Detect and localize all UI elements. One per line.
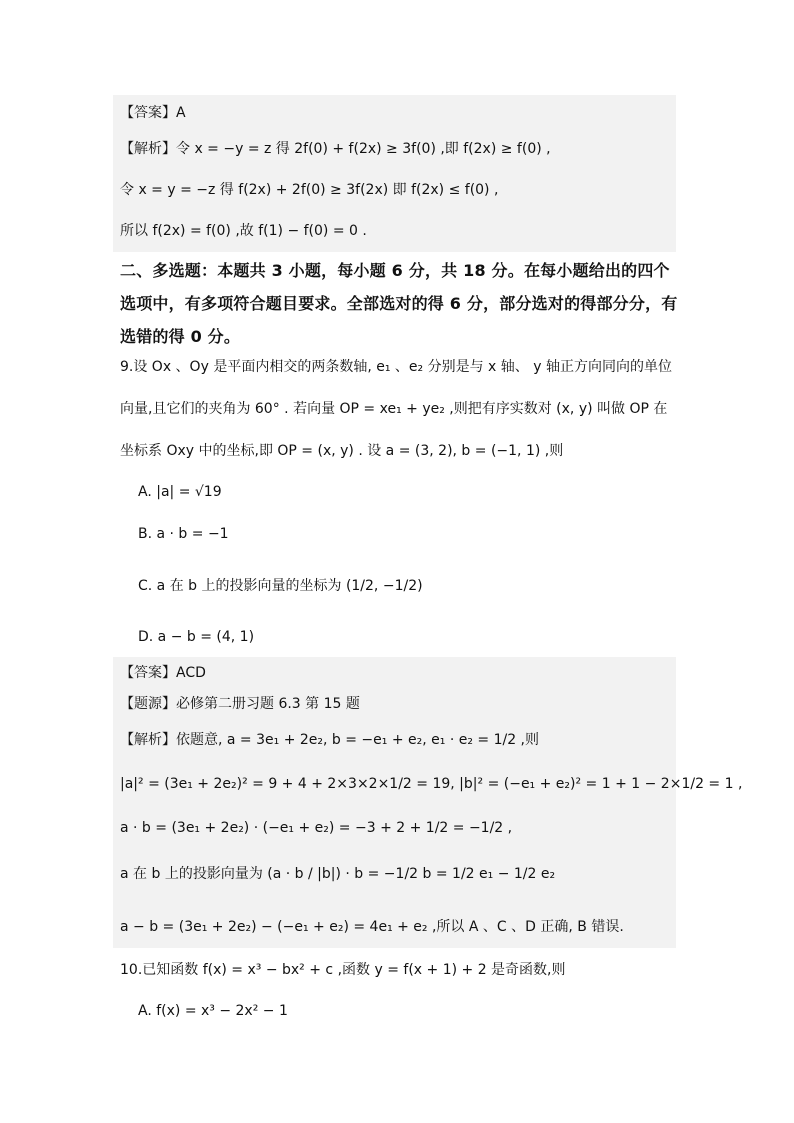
source-label: 【题源】必修第二册习题 6.3 第 15 题 [120, 696, 360, 712]
answer-label: 【答案】A [120, 105, 186, 121]
analysis-line: 令 x = y = −z 得 f(2x) + 2f(0) ≥ 3f(2x) 即 f(2x) ≤ f(0) , [120, 182, 499, 198]
question-stem: 9.设 Ox 、Oy 是平面内相交的两条数轴, e₁ 、e₂ 分别是与 x 轴、 y 轴正方向同向的单位 [120, 359, 672, 375]
question-stem: 坐标系 Oxy 中的坐标,即 OP = (x, y) . 设 a = (3, 2), b = (−1, 1) ,则 [120, 443, 564, 459]
answer-label: 【答案】ACD [120, 665, 206, 681]
option-a: A. |a| = √19 [138, 484, 222, 500]
question-stem: 10.已知函数 f(x) = x³ − bx² + c ,函数 y = f(x + 1) + 2 是奇函数,则 [120, 962, 566, 978]
analysis-line: 所以 f(2x) = f(0) ,故 f(1) − f(0) = 0 . [120, 223, 367, 239]
option-c: C. a 在 b 上的投影向量的坐标为 (1/2, −1/2) [138, 578, 423, 594]
analysis-line: |a|² = (3e₁ + 2e₂)² = 9 + 4 + 2×3×2×1/2 = 19, |b|² = (−e₁ + e₂)² = 1 + 1 − 2×1/2 = 1 , [120, 776, 743, 792]
analysis-line: 【解析】依题意, a = 3e₁ + 2e₂, b = −e₁ + e₂, e₁ · e₂ = 1/2 ,则 [120, 732, 540, 748]
section-heading: 二、多选题：本题共 3 小题，每小题 6 分，共 18 分。在每小题给出的四个选项中，有多项符合题目要求。全部选对的得 6 分，部分选对的得部分分，有选错的得 0 分。 [120, 261, 678, 346]
analysis-line: 【解析】令 x = −y = z 得 2f(0) + f(2x) ≥ 3f(0) ,即 f(2x) ≥ f(0) , [120, 141, 551, 157]
question-stem: 向量,且它们的夹角为 60° . 若向量 OP = xe₁ + ye₂ ,则把有序实数对 (x, y) 叫做 OP 在 [120, 401, 668, 417]
analysis-line: a · b = (3e₁ + 2e₂) · (−e₁ + e₂) = −3 + 2 + 1/2 = −1/2 , [120, 820, 513, 836]
option-b: B. a · b = −1 [138, 526, 229, 542]
analysis-line: a − b = (3e₁ + 2e₂) − (−e₁ + e₂) = 4e₁ + e₂ ,所以 A 、C 、D 正确, B 错误. [120, 919, 624, 935]
analysis-line: a 在 b 上的投影向量为 (a · b / |b|) · b = −1/2 b = 1/2 e₁ − 1/2 e₂ [120, 866, 556, 882]
option-a: A. f(x) = x³ − 2x² − 1 [138, 1003, 288, 1019]
option-d: D. a − b = (4, 1) [138, 629, 255, 645]
